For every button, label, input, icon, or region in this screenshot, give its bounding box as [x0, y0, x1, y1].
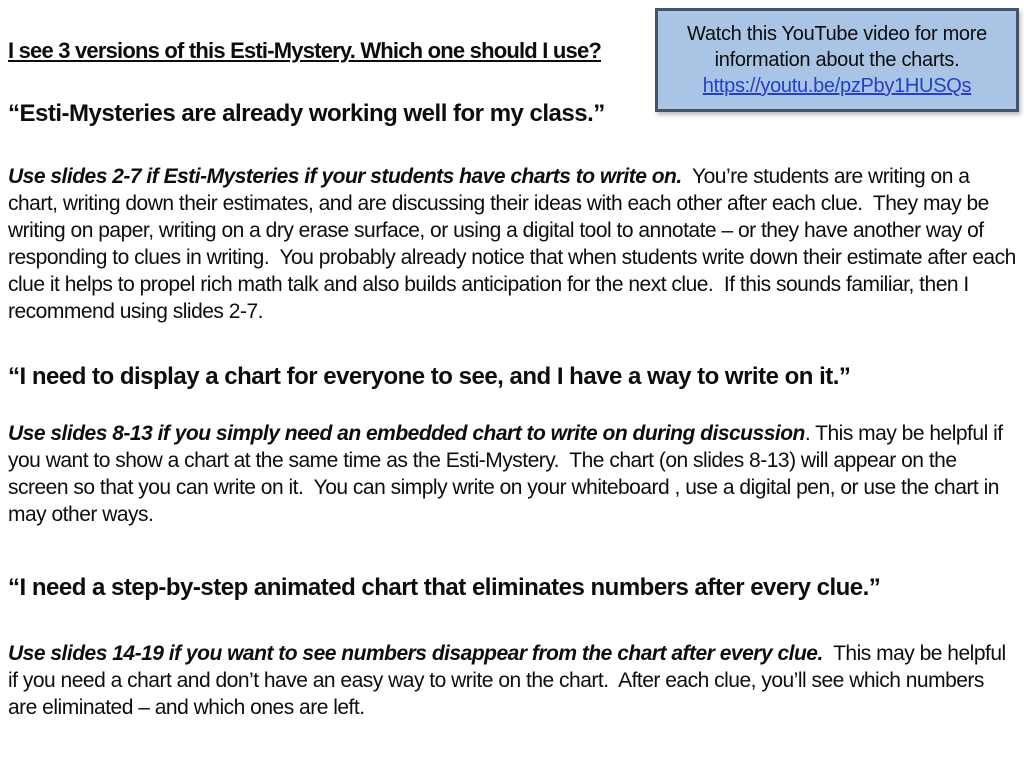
- paragraph-1-lead: Use slides 2-7 if Esti-Mysteries if your students have charts to write on.: [8, 165, 682, 188]
- paragraph-3-rest: This may be helpful if you need a chart and don’t have an easy way to write on the chart. After each clue, you’ll see which numbers are eliminated – and which ones are left.: [8, 642, 1012, 719]
- slide-title: I see 3 versions of this Esti-Mystery. Which one should I use?: [8, 38, 602, 63]
- section-paragraph-1: [8, 163, 1022, 325]
- paragraph-2-rest: . This may be helpful if you want to show a chart at the same time as the Esti-Mystery. The chart (on slides 8-13) will appear on the screen so that you can write on it. You can simply write on your whiteboard , use a digital pen, or use the chart in may other ways.: [8, 422, 1008, 526]
- callout-link-line: [703, 73, 971, 99]
- callout-text-line1: Watch this YouTube video for more: [687, 23, 987, 45]
- youtube-callout-box: [655, 8, 1019, 112]
- callout-text-line2: information about the charts.: [714, 49, 960, 71]
- paragraph-3-lead: Use slides 14-19 if you want to see numbers disappear from the chart after every clue.: [8, 642, 823, 665]
- section-heading-3: “I need a step-by-step animated chart that eliminates numbers after every clue.”: [8, 574, 881, 601]
- section-heading-2: “I need to display a chart for everyone to see, and I have a way to write on it.”: [8, 363, 851, 390]
- section-heading-1: “Esti-Mysteries are already working well for my class.”: [8, 100, 605, 127]
- paragraph-2-lead: Use slides 8-13 if you simply need an embedded chart to write on during discussion: [8, 422, 805, 445]
- section-paragraph-3: [8, 640, 1018, 721]
- youtube-link[interactable]: https://youtu.be/pzPby1HUSQs: [702, 75, 972, 97]
- paragraph-1-rest: You’re students are writing on a chart, writing down their estimates, and are discussing their ideas with each other after each clue. They may be writing on paper, writing on a dry erase surface, or using a digital tool to annotate – or they have another way of responding to clues in writing. You probably already notice that when students write down their estimate after each clue it helps to propel rich math talk and also builds anticipation for the next clue. If this sounds familiar, then I recommend using slides 2-7.: [8, 165, 1022, 323]
- section-paragraph-2: [8, 420, 1018, 528]
